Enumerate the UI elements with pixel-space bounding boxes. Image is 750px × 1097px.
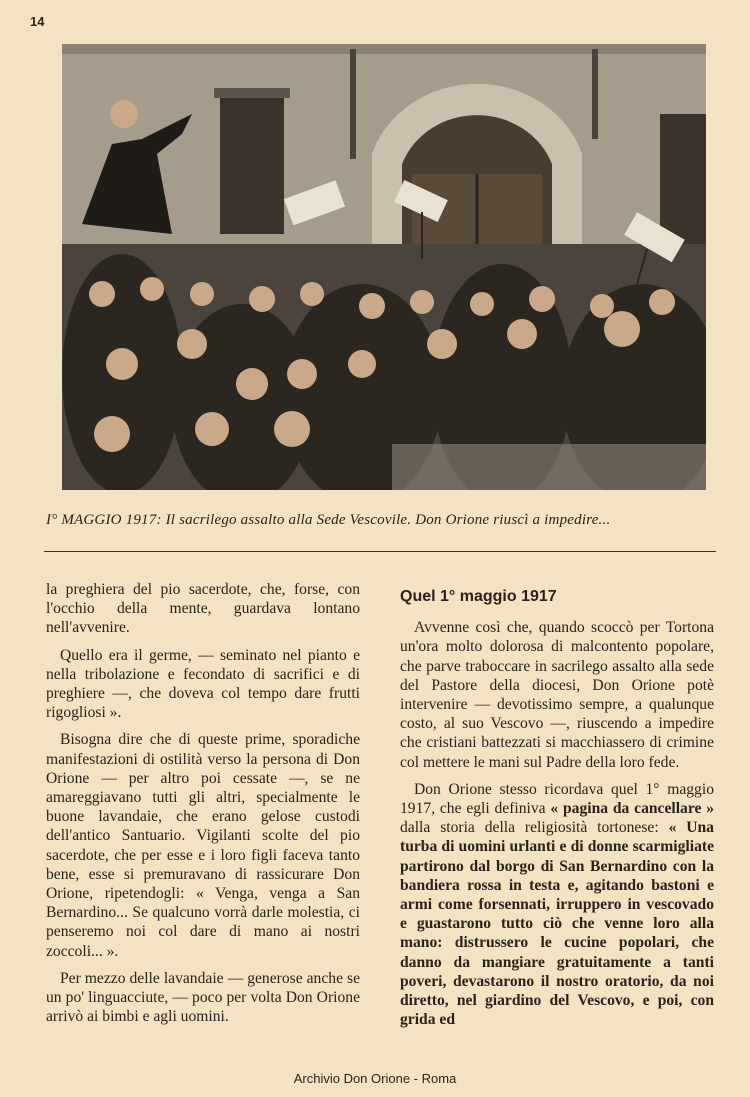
crowd-riot-illustration — [62, 44, 706, 490]
crowd-riot-painting-icon — [62, 44, 706, 490]
right-paragraph-2 — [400, 780, 714, 1030]
left-paragraph-1: la preghiera del pio sacerdote, che, forse, con l'occhio della mente, guardava lontano nell'avvenire. — [46, 581, 360, 637]
right-paragraph-2-mid: dalla storia della religiosità tortonese: — [400, 819, 669, 837]
right-paragraph-2-bold-quote-2: « Una turba di uomini urlanti e di donne scarmigliate partirono dal borgo di San Bernardino con la bandiera rossa in testa e, agitando bastoni e armi come forsennati, irruppero in vescovado e guastarono tutto ciò che venne loro alla mano: distrussero le cucine popolari, che danno da mangiare gratuitamente a tanti poveri, devastarono il nostro oratorio, da noi diretto, nel giardino del Vescovo, e poi, con grida ed — [400, 819, 714, 1029]
right-paragraph-2-intro: Don Orione stesso ricordava quel 1° maggio 1917, che egli definiva — [400, 780, 714, 818]
left-paragraph-4: Per mezzo delle lavandaie — generose anche se un po' linguacciute, — poco per volta Don Orione arrivò ai bimbi e agli uomini. — [46, 969, 360, 1026]
left-paragraph-2: Quello era il germe, — seminato nel pianto e nella tribolazione e fecondato di sacrifici e di preghiere —, che doveva col tempo dare frutti rigogliosi ». — [46, 646, 360, 722]
left-column — [46, 580, 360, 1034]
right-paragraph-1: Avvenne così che, quando scoccò per Tortona un'ora molto dolorosa di malcontento popolare, che parve traboccare in sacrilego assalto alla sede del Pastore della diocesi, Don Orione potè intervenire — devotissimo sempre, a qualunque costo, al suo Vescovo —, riuscendo a impedire che cristiani battezzati si macchiassero di crimine col mettere le mani sul Padre della loro fede. — [400, 619, 714, 771]
section-heading: Quel 1° maggio 1917 — [400, 588, 557, 605]
divider — [44, 551, 716, 552]
right-column — [400, 587, 714, 1037]
illustration-caption: I° MAGGIO 1917: Il sacrilego assalto alla Sede Vescovile. Don Orione riuscì a impedire... — [46, 512, 611, 528]
page-number: 14 — [30, 14, 45, 29]
right-paragraph-2-bold-quote: « pagina da cancellare » — [550, 800, 714, 818]
archive-footer: Archivio Don Orione - Roma — [293, 1071, 457, 1086]
left-paragraph-3: Bisogna dire che di queste prime, sporadiche manifestazioni di ostilità verso la persona di Don Orione — per altro poi cessate —, se ne amareggiavano tutti gli altri, specialmente le buone lavandaie, che erano gelose custodi dell'antico Santuario. Vigilanti scolte del pio sacerdote, che per esse e i loro figli faceva tanto bene, esse si premuravano di rassicurare Don Orione, ripetendogli: « Venga, venga a San Bernardino... Se qualcuno vorrà darle molestia, ci penseremo noi col dare di mano ai nostri zoccoli... ». — [46, 731, 360, 960]
